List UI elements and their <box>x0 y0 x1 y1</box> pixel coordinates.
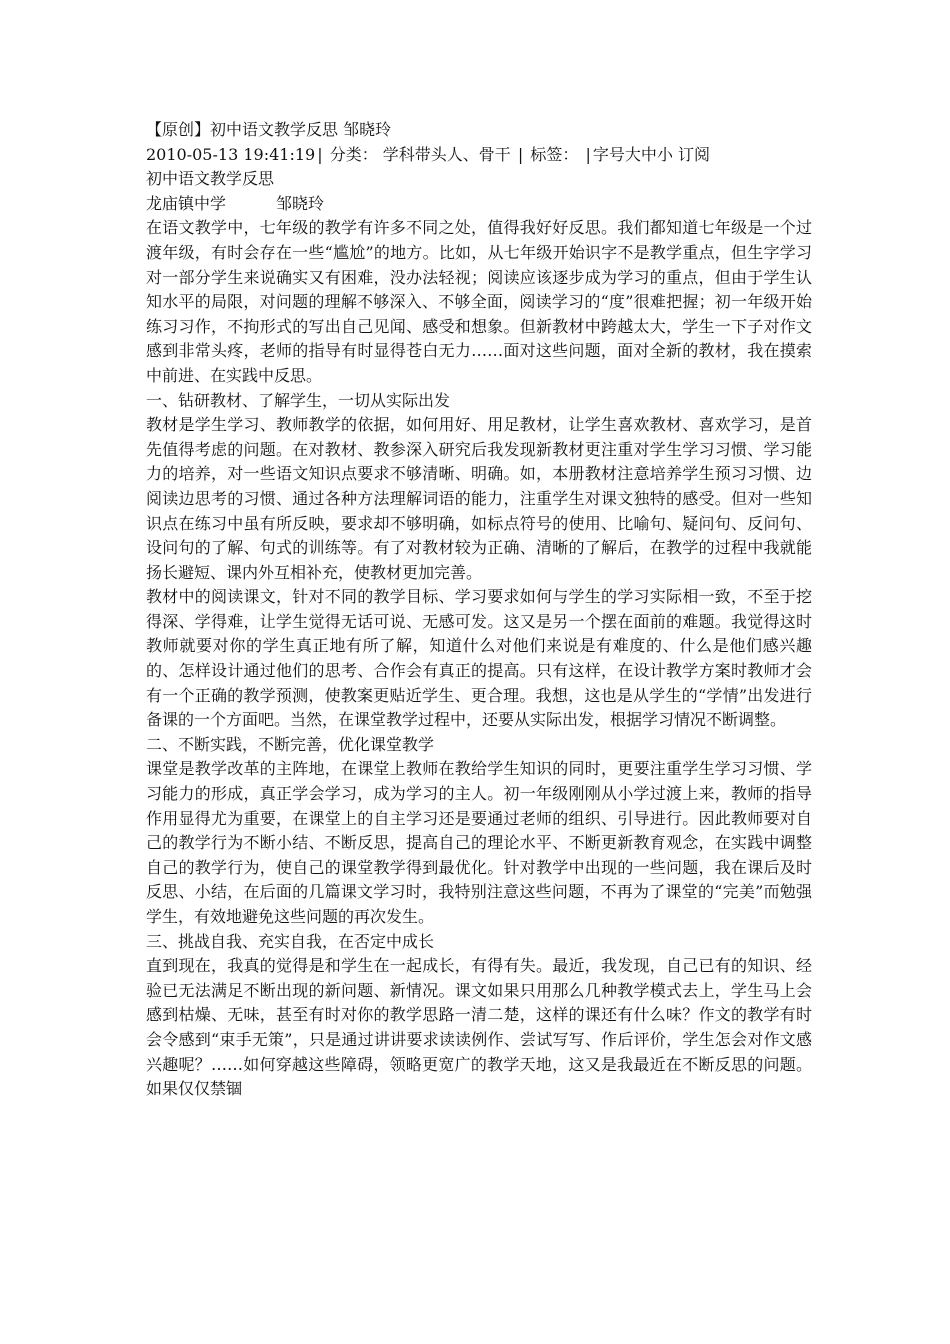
section-3-paragraph-1: 直到现在，我真的觉得是和学生在一起成长，有得有失。最近，我发现，自己已有的知识、经验已无法满足不断出现的新问题、新情况。课文如果只用那么几种教学模式去上，学生马上会感到枯燥、无味，甚至有时对你的教学思路一清二楚，这样的课还有什么味？作文的教学有时会令感到“束手无策”，只是通过讲讲要求读读例作、尝试写写、作后评价，学生怎会对作文感兴趣呢？……如何穿越这些障碍，领略更宽广的教学天地，这又是我最近在不断反思的问题。如果仅仅禁锢 <box>146 956 812 1099</box>
article-heading: 初中语文教学反思 <box>146 169 275 189</box>
meta-separator: | <box>517 144 524 164</box>
category-link[interactable]: 学科带头人、骨干 <box>382 144 511 164</box>
article-byline <box>146 192 812 217</box>
subscribe-link[interactable]: 订阅 <box>678 144 711 164</box>
meta-separator: | <box>585 144 591 164</box>
tags-label: 标签： <box>530 144 579 164</box>
author-name: 邹晓玲 <box>276 193 325 213</box>
school-name: 龙庙镇中学 <box>146 193 227 213</box>
font-size-mid-link[interactable]: 中 <box>640 144 657 164</box>
post-datetime: 2010-05-13 19:41:19 <box>146 144 316 164</box>
section-1-paragraph-1: 教材是学生学习、教师教学的依据，如何用好、用足教材，让学生喜欢教材、喜欢学习，是首先值得考虑的问题。在对教材、教参深入研究后我发现新教材更注重对学生学习习惯、学习能力的培养，对一些语文知识点要求不够清晰、明确。如，本册教材注意培养学生预习习惯、边阅读边思考的习惯、通过各种方法理解词语的能力，注重学生对课文独特的感受。但对一些知识点在练习中虽有所反映，要求却不够明确，如标点符号的使用、比喻句、疑问句、反问句、设问句的了解、句式的训练等。有了对教材较为正确、清晰的了解后，在教学的过程中我就能扬长避短、课内外互相补充，使教材更加完善。 <box>146 415 812 582</box>
section-1-paragraph-2: 教材中的阅读课文，针对不同的教学目标、学习要求如何与学生的学习实际相一致，不至于挖得深、学得难，让学生觉得无话可说、无感可发。这又是另一个摆在面前的难题。我觉得这时教师就要对你的学生真正地有所了解，知道什么对他们来说是有难度的、什么是他们感兴趣的、怎样设计通过他们的思考、合作会有真正的提高。只有这样，在设计教学方案时教师才会有一个正确的教学预测，使教案更贴近学生、更合理。我想，这也是从学生的“学情”出发进行备课的一个方面吧。当然，在课堂教学过程中，还要从实际出发，根据学习情况不断调整。 <box>146 587 812 730</box>
intro-paragraph: 在语文教学中，七年级的教学有许多不同之处，值得我好好反思。我们都知道七年级是一个过渡年级，有时会存在一些“尴尬”的地方。比如，从七年级开始识字不是教学重点，但生字学习对一部分学生来说确实又有困难，没办法轻视；阅读应该逐步成为学习的重点，但由于学生认知水平的局限，对问题的理解不够深入、不够全面，阅读学习的“度”很难把握；初一年级开始练习习作，不拘形式的写出自己见闻、感受和想象。但新教材中跨越太大，学生一下子对作文感到非常头疼，老师的指导有时显得苍白无力……面对这些问题，面对全新的教材，我在摸索中前进、在实践中反思。 <box>146 218 812 385</box>
post-title: 【原创】初中语文教学反思 邹晓玲 <box>146 120 392 139</box>
font-size-label: 字号 <box>592 144 625 164</box>
category-label: 分类： <box>329 144 378 164</box>
section-3-title: 三、挑战自我、充实自我，在否定中成长 <box>146 931 435 951</box>
post-meta <box>146 143 812 168</box>
font-size-big-link[interactable]: 大 <box>624 144 641 164</box>
section-1-title: 一、钻研教材、了解学生，一切从实际出发 <box>146 390 451 410</box>
section-2-title: 二、不断实践，不断完善，优化课堂教学 <box>146 734 435 754</box>
section-2-paragraph-1: 课堂是教学改革的主阵地，在课堂上教师在教给学生知识的同时，更要注重学生学习习惯、学习能力的形成，真正学会学习，成为学习的主人。初一年级刚刚从小学过渡上来，教师的指导作用显得尤为重要，在课堂上的自主学习还是要通过老师的组织、引导进行。因此教师要对自己的教学行为不断小结、不断反思，提高自己的理论水平、不断更新教育观念，在实践中调整自己的教学行为，使自己的课堂教学得到最优化。针对教学中出现的一些问题，我在课后及时反思、小结，在后面的几篇课文学习时，我特别注意这些问题，不再为了课堂的“完美”而勉强学生，有效地避免这些问题的再次发生。 <box>146 759 812 926</box>
meta-separator: | <box>317 144 323 164</box>
article-page <box>146 118 812 1102</box>
font-size-small-link[interactable]: 小 <box>656 144 673 164</box>
